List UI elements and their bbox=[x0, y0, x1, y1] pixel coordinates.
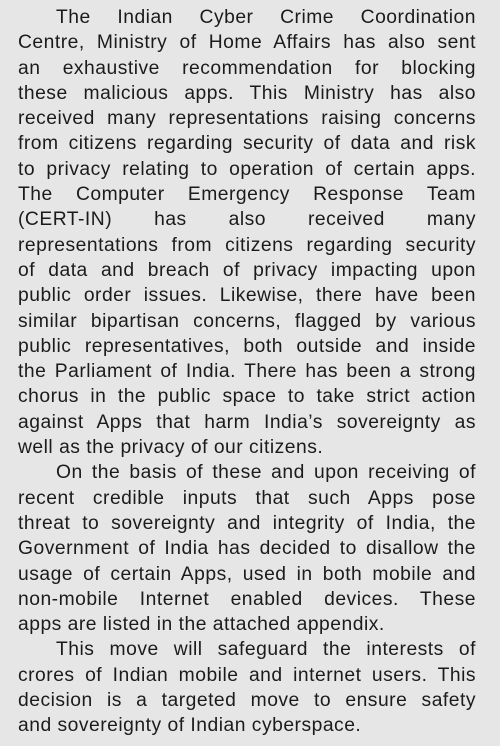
text-line: The Indian Cyber Crime Coordination bbox=[56, 7, 476, 28]
paragraph-decision bbox=[18, 460, 476, 637]
text-line: usage of certain Apps, used in both mobile and bbox=[18, 563, 476, 585]
text-line: public representatives, both outside and inside bbox=[18, 335, 476, 357]
text-line: well as the privacy of our citizens. bbox=[18, 437, 324, 459]
text-line: This move will safeguard the interests of bbox=[56, 639, 476, 661]
text-line: Centre, Ministry of Home Affairs has also sent bbox=[18, 32, 476, 54]
text-line: the Parliament of India. There has been a strong bbox=[18, 361, 476, 383]
text-line: against Apps that harm India’s sovereignty as bbox=[18, 411, 476, 433]
text-line: chorus in the public space to take strict action bbox=[18, 386, 476, 408]
text-line: of data and breach of privacy impacting upon bbox=[18, 259, 476, 281]
text-line: these malicious apps. This Ministry has also bbox=[18, 82, 476, 104]
document-page bbox=[18, 5, 476, 739]
text-line: recent credible inputs that such Apps pose bbox=[18, 487, 476, 509]
text-line: public order issues. Likewise, there have been bbox=[18, 285, 476, 307]
text-line: received many representations raising concerns bbox=[18, 108, 476, 130]
text-line: The Computer Emergency Response Team bbox=[18, 184, 476, 206]
text-line: representations from citizens regarding security bbox=[18, 234, 476, 256]
text-line: (CERT-IN) has also received many bbox=[18, 209, 476, 231]
text-line: Government of India has decided to disallow the bbox=[18, 538, 476, 560]
text-line: crores of Indian mobile and internet users. This bbox=[18, 664, 476, 686]
text-line: an exhaustive recommendation for blocking bbox=[18, 57, 476, 79]
text-line: non-mobile Internet enabled devices. These bbox=[18, 588, 476, 610]
text-line: decision is a targeted move to ensure safety bbox=[18, 690, 476, 712]
text-line: similar bipartisan concerns, flagged by various bbox=[18, 310, 476, 332]
paragraph-safeguard bbox=[18, 637, 476, 738]
text-line: apps are listed in the attached appendix. bbox=[18, 614, 385, 636]
text-line: from citizens regarding security of data and risk bbox=[18, 133, 476, 155]
text-line: and sovereignty of Indian cyberspace. bbox=[18, 715, 362, 737]
text-line: to privacy relating to operation of certain apps. bbox=[18, 158, 476, 180]
text-line: threat to sovereignty and integrity of India, the bbox=[18, 512, 476, 534]
text-line: On the basis of these and upon receiving of bbox=[56, 462, 476, 484]
paragraph-cyber-crime bbox=[18, 5, 476, 460]
